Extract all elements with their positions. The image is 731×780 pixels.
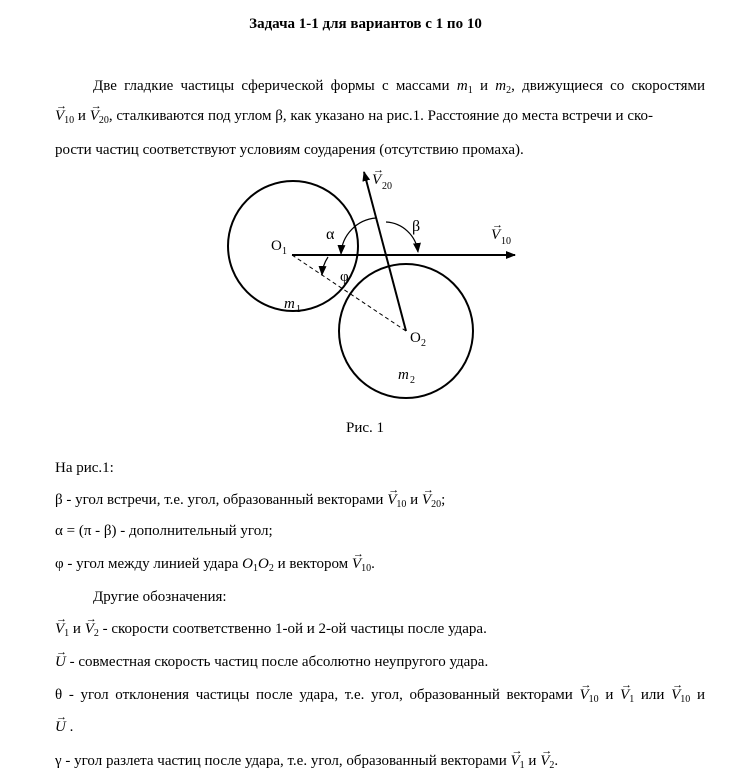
label-m1: m (284, 296, 295, 312)
def-phi: φ - угол между линией удара $O_1O_2$ и вектором → $V_{10}$. (55, 554, 705, 574)
svg-text:1: 1 (282, 246, 287, 257)
def-gamma: γ - угол разлета частиц после удара, т.е. угол, образованный векторами → $V_1$ $и \to V_2$. (55, 751, 705, 771)
vector-v10: → V (55, 106, 64, 126)
label-phi: φ (340, 269, 349, 285)
problem-title: Задача 1-1 для вариантов с 1 по 10 (249, 16, 482, 32)
phi-arc (322, 257, 328, 275)
label-m2: m (398, 367, 409, 383)
svg-text:2: 2 (421, 338, 426, 349)
intro-line-3: рости частиц соответствуют условиям соударения (отсутствию промаха). (55, 142, 524, 158)
label-alpha: α (326, 226, 335, 243)
defs-heading: На рис.1: (55, 460, 114, 476)
def-alpha: α = (π - β) - дополнительный угол; (55, 523, 273, 539)
def-theta: θ - угол отклонения частицы после удара, т.е. угол, образованный векторами → $V_{10}$ $и \to V_1$ или → $V_{10}$ и (55, 685, 705, 705)
figure-caption: Рис. 1 (345, 420, 385, 436)
svg-text:→: → (492, 219, 503, 231)
label-o1: O (271, 238, 282, 254)
def-u: → U - совместная скорость частиц после абсолютно неупругого удара. (55, 652, 705, 672)
def-v1-v2: → $V_1$ $и \to V_2$ - скорости соответственно 1-ой и 2-ой частицы после удара. (55, 619, 705, 639)
svg-text:1: 1 (296, 304, 301, 315)
svg-text:20: 20 (382, 181, 392, 192)
other-heading: Другие обозначения: (93, 589, 227, 605)
label-v10: V (491, 227, 501, 243)
def-beta: β - угол встречи, т.е. угол, образованный векторами → $V_{10}$ $и \to V_{20}$; (55, 490, 705, 510)
def-theta-cont: → U . (55, 717, 705, 737)
label-o2: O (410, 330, 421, 346)
svg-text:2: 2 (410, 375, 415, 386)
particle-1-circle (228, 181, 358, 311)
intro-line-2: → $V_{10}$ $и \to V_{20}$, сталкиваются под углом β, как указано на рис.1. Расстояние до места встречи и ско- (55, 106, 705, 126)
vector-v20: → V (90, 106, 99, 126)
collision-figure (0, 160, 731, 440)
svg-text:10: 10 (501, 236, 511, 247)
label-v20: V (372, 172, 382, 188)
svg-text:→: → (373, 164, 384, 176)
label-beta: β (412, 218, 421, 235)
intro-line-1: Две гладкие частицы сферической формы с массами $m_1$ и $m_2$, движущиеся со скоростями (93, 78, 706, 96)
